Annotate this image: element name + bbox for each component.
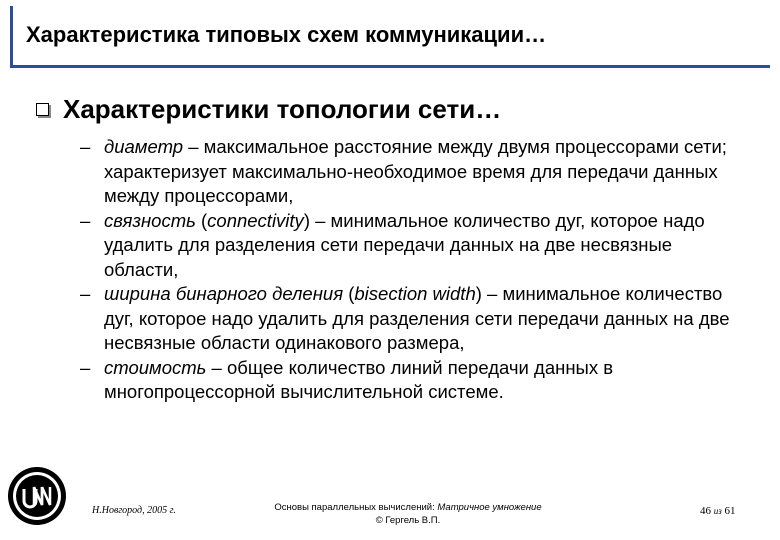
page-current: 46 bbox=[700, 505, 711, 517]
list-item bbox=[80, 282, 750, 356]
list-item-text bbox=[104, 135, 750, 209]
term: стоимость bbox=[104, 356, 207, 378]
paren-open: ( bbox=[343, 283, 355, 304]
page-number bbox=[700, 505, 736, 517]
checkbox-bullet-icon bbox=[36, 103, 49, 116]
page-total: 61 bbox=[724, 505, 736, 517]
paren-close: ) bbox=[303, 209, 310, 231]
paren-close: ) bbox=[475, 283, 482, 304]
description: – максимальное расстояние между двумя процессорами сети; характеризует максимально-необходимое время для передачи данных между процессорами, bbox=[104, 136, 727, 206]
main-bullet-text: Характеристики топологии сети… bbox=[63, 94, 502, 124]
paren-open: ( bbox=[195, 209, 208, 231]
list-item bbox=[80, 135, 750, 209]
dash-bullet: – bbox=[80, 209, 91, 231]
list-item-text bbox=[104, 209, 750, 283]
characteristics-list bbox=[80, 135, 750, 405]
page-of: из bbox=[713, 506, 722, 516]
list-item-text bbox=[104, 356, 750, 405]
footer-author: © Гергель В.П. bbox=[375, 515, 441, 526]
list-item-text bbox=[104, 282, 750, 356]
term: диаметр bbox=[104, 136, 184, 157]
list-item bbox=[80, 356, 750, 405]
term-english: bisection width bbox=[354, 283, 476, 304]
description: – минимальное количество дуг, которое надо удалить для разделения сети передачи данных на две несвязные области, bbox=[104, 209, 705, 280]
description: – общее количество линий передачи данных в многопроцессорной вычислительной системе. bbox=[104, 356, 614, 402]
term: связность bbox=[104, 209, 196, 231]
footer-course bbox=[258, 501, 558, 527]
course-name: Основы параллельных вычислений: bbox=[274, 502, 435, 513]
main-bullet bbox=[36, 94, 501, 125]
list-item bbox=[80, 209, 750, 283]
footer-place-date: Н.Новгород, 2005 г. bbox=[92, 505, 176, 516]
unn-logo-icon bbox=[6, 465, 68, 527]
footer-course-line1 bbox=[258, 501, 558, 514]
term-english: connectivity bbox=[207, 209, 304, 231]
slide-title: Характеристика типовых схем коммуникации… bbox=[26, 22, 547, 47]
term: ширина бинарного деления bbox=[104, 283, 344, 304]
dash-bullet: – bbox=[80, 356, 91, 378]
dash-bullet: – bbox=[80, 136, 91, 157]
dash-bullet: – bbox=[80, 283, 91, 304]
lecture-topic: Матричное умножение bbox=[434, 502, 542, 513]
description: – минимальное количество дуг, которое надо удалить для разделения сети передачи данных на две несвязные области одинакового размера, bbox=[104, 283, 730, 353]
